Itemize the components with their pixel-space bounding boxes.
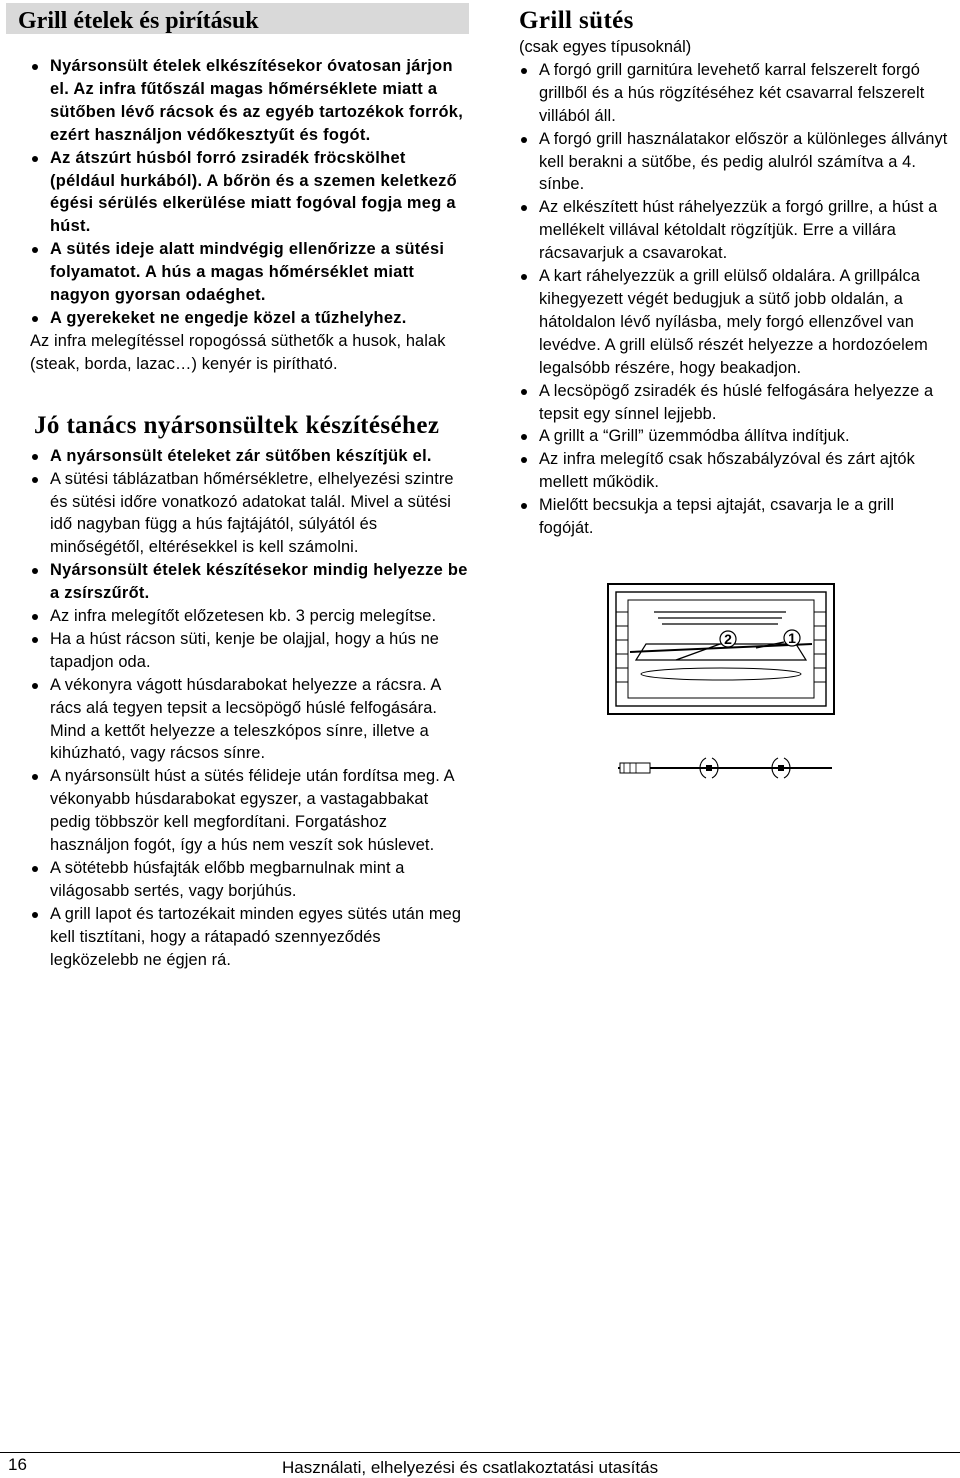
bullet-icon [521, 434, 527, 440]
bullet-icon [521, 503, 527, 509]
list-item [30, 628, 470, 674]
bullet-icon [32, 156, 38, 162]
list-item-text: A lecsöpögő zsiradék és húslé felfogására helyezze a tepsit egy sínnel lejjebb. [539, 381, 934, 423]
list-item-text: A vékonyra vágott húsdarabokat helyezze a rácsra. A rács alá tegyen tepsit a lecsöpögő húslé felfogására. Mind a kettőt helyezze a teleszkópos sínre, illetve a kihúzható, vagy rácsos sínre. [50, 675, 441, 763]
tips-list [30, 445, 470, 972]
list-item-text: A grill lapot és tartozékait minden egyes sütés után meg kell tisztítani, hogy a rátapadó szennyeződés legközelebb ne égjen rá. [50, 904, 462, 969]
bullet-icon [521, 457, 527, 463]
list-item-text: A sötétebb húsfajták előbb megbarnulnak mint a világosabb sertés, vagy borjúhús. [50, 859, 405, 900]
footer-text: Használati, elhelyezési és csatlakoztatási utasítás [282, 1458, 659, 1477]
list-item [519, 128, 949, 197]
list-item-text: Az elkészített húst ráhelyezzük a forgó grillre, a húst a mellékelt villával kétoldalt rögzítjük. Erre a villára rácsavarjuk a csavarokat. [539, 198, 938, 263]
rotisserie-illustration [606, 582, 836, 810]
left-column [30, 55, 470, 972]
bullet-icon [32, 316, 38, 322]
grill-list [519, 59, 949, 540]
bullet-icon [32, 64, 38, 70]
callout-1-label: 1 [788, 630, 796, 646]
list-item [519, 494, 949, 540]
bullet-icon [32, 774, 38, 780]
list-item-text: A nyársonsült ételeket zár sütőben készítjük el. [50, 446, 432, 465]
tips-heading: Jó tanács nyársonsültek készítéséhez [34, 411, 440, 439]
bullet-icon [521, 389, 527, 395]
list-item [30, 857, 470, 903]
rotisserie-stand [636, 644, 806, 660]
list-item-text: Az infra melegítő csak hőszabályzóval és zárt ajtók mellett működik. [539, 450, 915, 492]
list-item [519, 196, 949, 265]
spit-rod [630, 644, 812, 652]
list-item [30, 238, 470, 307]
list-item-text: A grillt a “Grill” üzemmódba állítva indítjuk. [539, 427, 850, 446]
list-item [30, 605, 470, 628]
page-number: 16 [8, 1455, 27, 1474]
bullet-icon [32, 683, 38, 689]
bullet-icon [521, 205, 527, 211]
list-item [30, 559, 470, 605]
list-item [30, 445, 470, 468]
list-item-text: Mielőtt becsukja a tepsi ajtaját, csavarja le a grill fogóját. [539, 496, 895, 538]
list-item-text: A nyársonsült húst a sütés félideje után fordítsa meg. A vékonyabb húsdarabokat egyszer, a vastagabbakat pedig többször kell megfordítani. Forgatáshoz használjon fogót, így a hús nem veszít sok húslevet. [50, 767, 454, 855]
list-item-text: A forgó grill garnitúra levehető karral felszerelt forgó grillből és a hús rögzítéséhez két csavarral felszerelt villából áll. [539, 60, 925, 125]
list-item-text: A sütés ideje alatt mindvégig ellenőrizze a sütési folyamatot. A hús a magas hőmérséklet miatt nagyon gyorsan odaéghet. [50, 240, 445, 305]
list-item [30, 55, 470, 147]
bullet-icon [32, 454, 38, 460]
list-item [30, 468, 470, 560]
list-item [30, 765, 470, 857]
page-title: Grill ételek és pirításuk [18, 8, 259, 34]
bullet-icon [521, 137, 527, 143]
grill-section-subtitle: (csak egyes típusoknál) [519, 38, 692, 56]
list-item-text: A forgó grill használatakor először a különleges állványt kell berakni a sütőbe, és pedig alulról számítva a 4. sínbe. [539, 129, 948, 194]
bullet-icon [32, 477, 38, 483]
list-item-text: Nyársonsült ételek elkészítésekor óvatosan járjon el. Az infra fűtőszál magas hőmérséklete miatt a sütőben lévő rácsok és az egyéb tartozékok forrók, ezért használjon védőkesztyűt és fogót. [50, 57, 464, 144]
safety-list [30, 55, 470, 330]
list-item [30, 307, 470, 330]
list-item-text: Az átszúrt húsból forró zsiradék fröcskölhet (például hurkából). A bőrön és a szemen keletkező égési sérülés elkerülése miatt fogóval fogja meg a húst. [50, 148, 457, 236]
header-bar [6, 3, 469, 34]
list-item [519, 425, 949, 448]
bullet-icon [521, 68, 527, 74]
bullet-icon [32, 637, 38, 643]
grill-element [654, 612, 786, 624]
list-item-text: A gyerekeket ne engedje közel a tűzhelyhez. [50, 308, 407, 327]
list-item [519, 448, 949, 494]
list-item-text: Az infra melegítőt előzetesen kb. 3 percig melegítse. [50, 607, 437, 626]
list-item-text: A sütési táblázatban hőmérsékletre, elhelyezési szintre és sütési időre vonatkozó adatokat talál. Mivel a sütési idő nagyban függ a hús fajtájától, súlyától és minőségétől, eltérésekkel is kell számolni. [50, 469, 454, 557]
right-column [519, 6, 949, 540]
list-item [30, 674, 470, 766]
list-item [519, 380, 949, 426]
list-item [519, 59, 949, 128]
drip-tray [641, 668, 801, 680]
list-item-text: Ha a húst rácson süti, kenje be olajjal, hogy a hús ne tapadjon oda. [50, 629, 439, 671]
bullet-icon [32, 568, 38, 574]
spit-with-forks [618, 758, 832, 778]
bullet-icon [32, 912, 38, 918]
bullet-icon [32, 866, 38, 872]
footer-divider [0, 1452, 960, 1453]
callout-2-arrow [676, 644, 720, 660]
bullet-icon [32, 614, 38, 620]
bullet-icon [32, 247, 38, 253]
list-item [30, 903, 470, 972]
callout-2-label: 2 [724, 631, 732, 647]
list-item-text: A kart ráhelyezzük a grill elülső oldalára. A grillpálca kihegyezett végét bedugjuk a sütő jobb oldalán, a hátoldalon lévő nyílásba, mely forgó ellenzővel van levédve. A grill elülső részét helyezze a hordozóelem legalsóbb részére, hogy beakadjon. [539, 267, 928, 377]
list-item [519, 265, 949, 380]
grill-section-title: Grill sütés [519, 7, 634, 34]
list-item [30, 147, 470, 239]
bullet-icon [521, 274, 527, 280]
intro-paragraph: Az infra melegítéssel ropogóssá süthetők a husok, halak (steak, borda, lazac…) kenyér is pirítható. [30, 331, 446, 373]
list-item-text: Nyársonsült ételek készítésekor mindig helyezze be a zsírszűrőt. [50, 561, 468, 603]
